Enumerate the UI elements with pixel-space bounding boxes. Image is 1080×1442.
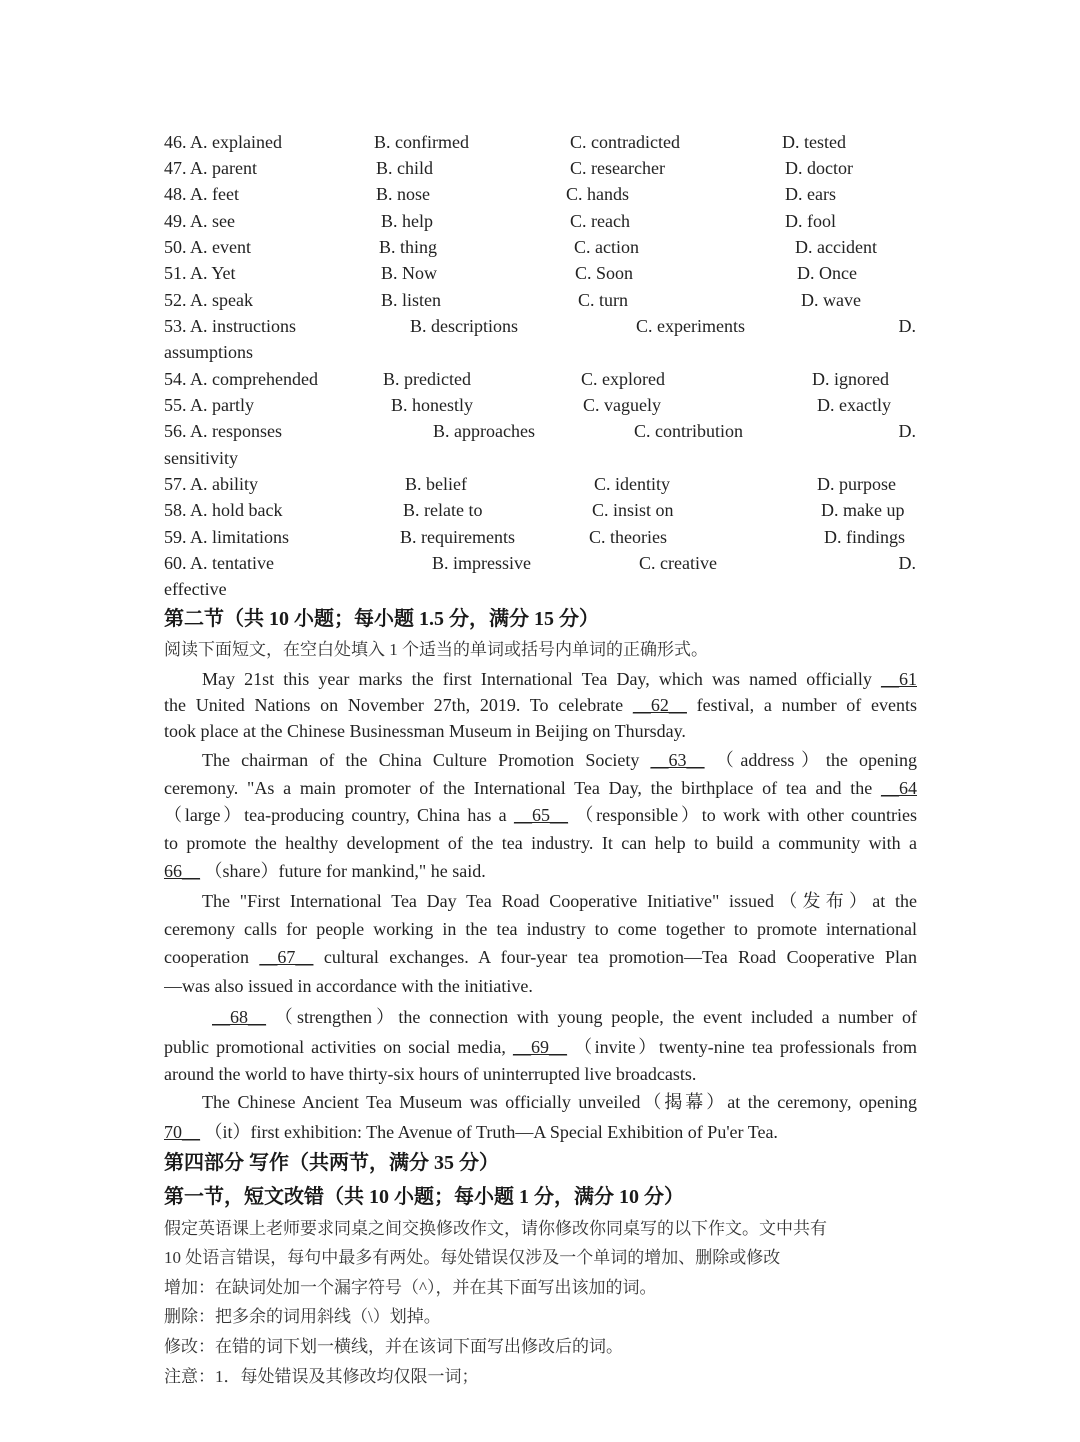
question-53-wrap: [0, 339, 1080, 365]
part-4-instruction-note: 注意：1．每处错误及其修改均仅限一词；: [164, 1367, 479, 1386]
blank-64: __64: [881, 778, 917, 798]
question-58-option-c: C. insist on: [592, 500, 674, 520]
question-56-option-b: B. approaches: [433, 421, 535, 441]
question-46-option-c: C. contradicted: [570, 132, 680, 152]
question-48-option-c: C. hands: [566, 184, 629, 204]
question-50-option-c: C. action: [574, 237, 639, 257]
passage-line: the United Nations on November 27th, 2019. To celebrate __62__ festival, a number of events: [164, 695, 917, 715]
question-57-option-a: 57. A. ability: [164, 474, 258, 494]
question-51-option-c: C. Soon: [575, 263, 634, 283]
question-50-option-d: D. accident: [795, 237, 877, 257]
part-4-heading: 第四部分 写作（共两节，满分 35 分）: [164, 1152, 499, 1174]
question-49-option-d: D. fool: [785, 211, 836, 231]
question-48-option-a: 48. A. feet: [164, 184, 239, 204]
question-60-option-d: D.: [898, 553, 916, 573]
passage-line: The Chinese Ancient Tea Museum was officially unveiled（揭幕）at the ceremony, opening: [202, 1092, 917, 1112]
question-54-option-c: C. explored: [581, 369, 665, 389]
question-56-option-d-text: sensitivity: [164, 448, 239, 468]
question-47-option-c: C. researcher: [570, 158, 665, 178]
question-53: [0, 313, 1080, 339]
part-4-instruction-add: 增加：在缺词处加一个漏字符号（^），并在其下面写出该加的词。: [164, 1278, 657, 1297]
passage-line: The "First International Tea Day Tea Road Cooperative Initiative" issued（发布）at the: [202, 891, 917, 911]
question-47-option-b: B. child: [376, 158, 433, 178]
question-47-option-a: 47. A. parent: [164, 158, 257, 178]
question-49-option-c: C. reach: [570, 211, 630, 231]
question-60-option-d-text: effective: [164, 579, 227, 599]
passage-line: around the world to have thirty-six hours of uninterrupted live broadcasts.: [164, 1064, 697, 1084]
section-2-instruction: 阅读下面短文，在空白处填入 1 个适当的单词或括号内单词的正确形式。: [164, 640, 708, 659]
question-57: [0, 471, 1080, 497]
question-51: [0, 260, 1080, 286]
question-53-option-d: D.: [898, 316, 916, 336]
question-59-option-d: D. findings: [824, 527, 905, 547]
question-53-option-a: 53. A. instructions: [164, 316, 297, 336]
passage-line: 66__ （share）future for mankind," he said.: [164, 861, 486, 881]
question-52-option-c: C. turn: [578, 290, 629, 310]
question-58-option-b: B. relate to: [403, 500, 483, 520]
question-46-option-a: 46. A. explained: [164, 132, 282, 152]
passage-line: cooperation __67__ cultural exchanges. A four-year tea promotion—Tea Road Cooperative Plan: [164, 947, 917, 967]
part-4-instruction: 假定英语课上老师要求同桌之间交换修改作文，请你修改你同桌写的以下作文。文中共有: [164, 1219, 827, 1238]
question-48: [0, 181, 1080, 207]
passage-line: The chairman of the China Culture Promotion Society __63__ （address）the opening: [202, 750, 917, 770]
question-56-option-a: 56. A. responses: [164, 421, 282, 441]
question-53-option-c: C. experiments: [636, 316, 745, 336]
question-60-wrap: [0, 576, 1080, 602]
question-48-option-b: B. nose: [376, 184, 430, 204]
question-56-wrap: [0, 445, 1080, 471]
question-49: [0, 208, 1080, 234]
question-51-option-a: 51. A. Yet: [164, 263, 236, 283]
question-51-option-b: B. Now: [381, 263, 438, 283]
question-58: [0, 497, 1080, 523]
question-58-option-a: 58. A. hold back: [164, 500, 283, 520]
question-54-option-d: D. ignored: [812, 369, 889, 389]
part-4-instruction-modify: 修改：在错的词下划一横线，并在该词下面写出修改后的词。: [164, 1337, 623, 1356]
passage-line: May 21st this year marks the first International Tea Day, which was named officially __61: [202, 669, 917, 689]
question-60: [0, 550, 1080, 576]
question-46: [0, 129, 1080, 155]
passage-line: ceremony calls for people working in the tea industry to come together to promote international: [164, 919, 917, 939]
question-59: [0, 524, 1080, 550]
blank-65: __65__: [513, 805, 568, 825]
question-53-option-b: B. descriptions: [410, 316, 518, 336]
question-47: [0, 155, 1080, 181]
question-57-option-d: D. purpose: [817, 474, 896, 494]
question-50-option-a: 50. A. event: [164, 237, 251, 257]
question-52-option-d: D. wave: [801, 290, 861, 310]
passage-line: took place at the Chinese Businessman Museum in Beijing on Thursday.: [164, 721, 686, 741]
passage-line: public promotional activities on social media, __69__ （invite）twenty-nine tea professionals from: [164, 1037, 917, 1057]
section-2-heading: 第二节（共 10 小题；每小题 1.5 分，满分 15 分）: [164, 608, 599, 630]
question-46-option-b: B. confirmed: [374, 132, 469, 152]
question-55-option-d: D. exactly: [817, 395, 891, 415]
question-52: [0, 287, 1080, 313]
question-56-option-c: C. contribution: [634, 421, 743, 441]
question-46-option-d: D. tested: [782, 132, 846, 152]
question-57-option-b: B. belief: [405, 474, 467, 494]
question-51-option-d: D. Once: [797, 263, 857, 283]
part-4-instruction-delete: 删除：把多余的词用斜线（\）划掉。: [164, 1307, 441, 1326]
question-50-option-b: B. thing: [379, 237, 438, 257]
question-49-option-a: 49. A. see: [164, 211, 235, 231]
blank-61: __61: [881, 669, 917, 689]
blank-69: __69__: [512, 1037, 567, 1057]
part-4-section-1-heading: 第一节，短文改错（共 10 小题；每小题 1 分，满分 10 分）: [164, 1186, 684, 1208]
part-4-instruction: 10 处语言错误，每句中最多有两处。每处错误仅涉及一个单词的增加、删除或修改: [164, 1248, 781, 1267]
question-59-option-a: 59. A. limitations: [164, 527, 290, 547]
question-55: [0, 392, 1080, 418]
passage-line: __68__ （strengthen）the connection with young people, the event included a number of: [212, 1007, 917, 1027]
question-60-option-a: 60. A. tentative: [164, 553, 274, 573]
question-55-option-b: B. honestly: [391, 395, 474, 415]
blank-66: 66__: [164, 861, 200, 881]
passage-line: —was also issued in accordance with the initiative.: [164, 976, 533, 996]
question-52-option-a: 52. A. speak: [164, 290, 253, 310]
question-57-option-c: C. identity: [594, 474, 670, 494]
question-50: [0, 234, 1080, 260]
question-56-option-d: D.: [898, 421, 916, 441]
question-54-option-b: B. predicted: [383, 369, 471, 389]
question-47-option-d: D. doctor: [785, 158, 853, 178]
question-48-option-d: D. ears: [785, 184, 836, 204]
question-54-option-a: 54. A. comprehended: [164, 369, 318, 389]
question-55-option-c: C. vaguely: [583, 395, 661, 415]
passage-line: ceremony. "As a main promoter of the International Tea Day, the birthplace of tea and the __64: [164, 778, 917, 798]
question-60-option-b: B. impressive: [432, 553, 531, 573]
blank-70: 70__: [164, 1122, 200, 1142]
passage-line: to promote the healthy development of the tea industry. It can help to build a community with a: [164, 833, 917, 853]
question-60-option-c: C. creative: [639, 553, 717, 573]
blank-67: __67__: [259, 947, 314, 967]
passage-line: （large）tea-producing country, China has a __65__ （responsible）to work with other countries: [164, 805, 917, 825]
question-52-option-b: B. listen: [381, 290, 442, 310]
question-56: [0, 418, 1080, 444]
blank-63: __63__: [650, 750, 705, 770]
blank-62: __62__: [632, 695, 687, 715]
question-49-option-b: B. help: [381, 211, 433, 231]
blank-68: __68__: [212, 1007, 266, 1027]
passage-line: 70__ （it）first exhibition: The Avenue of Truth—A Special Exhibition of Pu'er Tea.: [164, 1122, 778, 1142]
question-55-option-a: 55. A. partly: [164, 395, 254, 415]
question-54: [0, 366, 1080, 392]
question-59-option-b: B. requirements: [400, 527, 515, 547]
question-53-option-d-text: assumptions: [164, 342, 254, 362]
question-58-option-d: D. make up: [821, 500, 905, 520]
question-59-option-c: C. theories: [589, 527, 667, 547]
